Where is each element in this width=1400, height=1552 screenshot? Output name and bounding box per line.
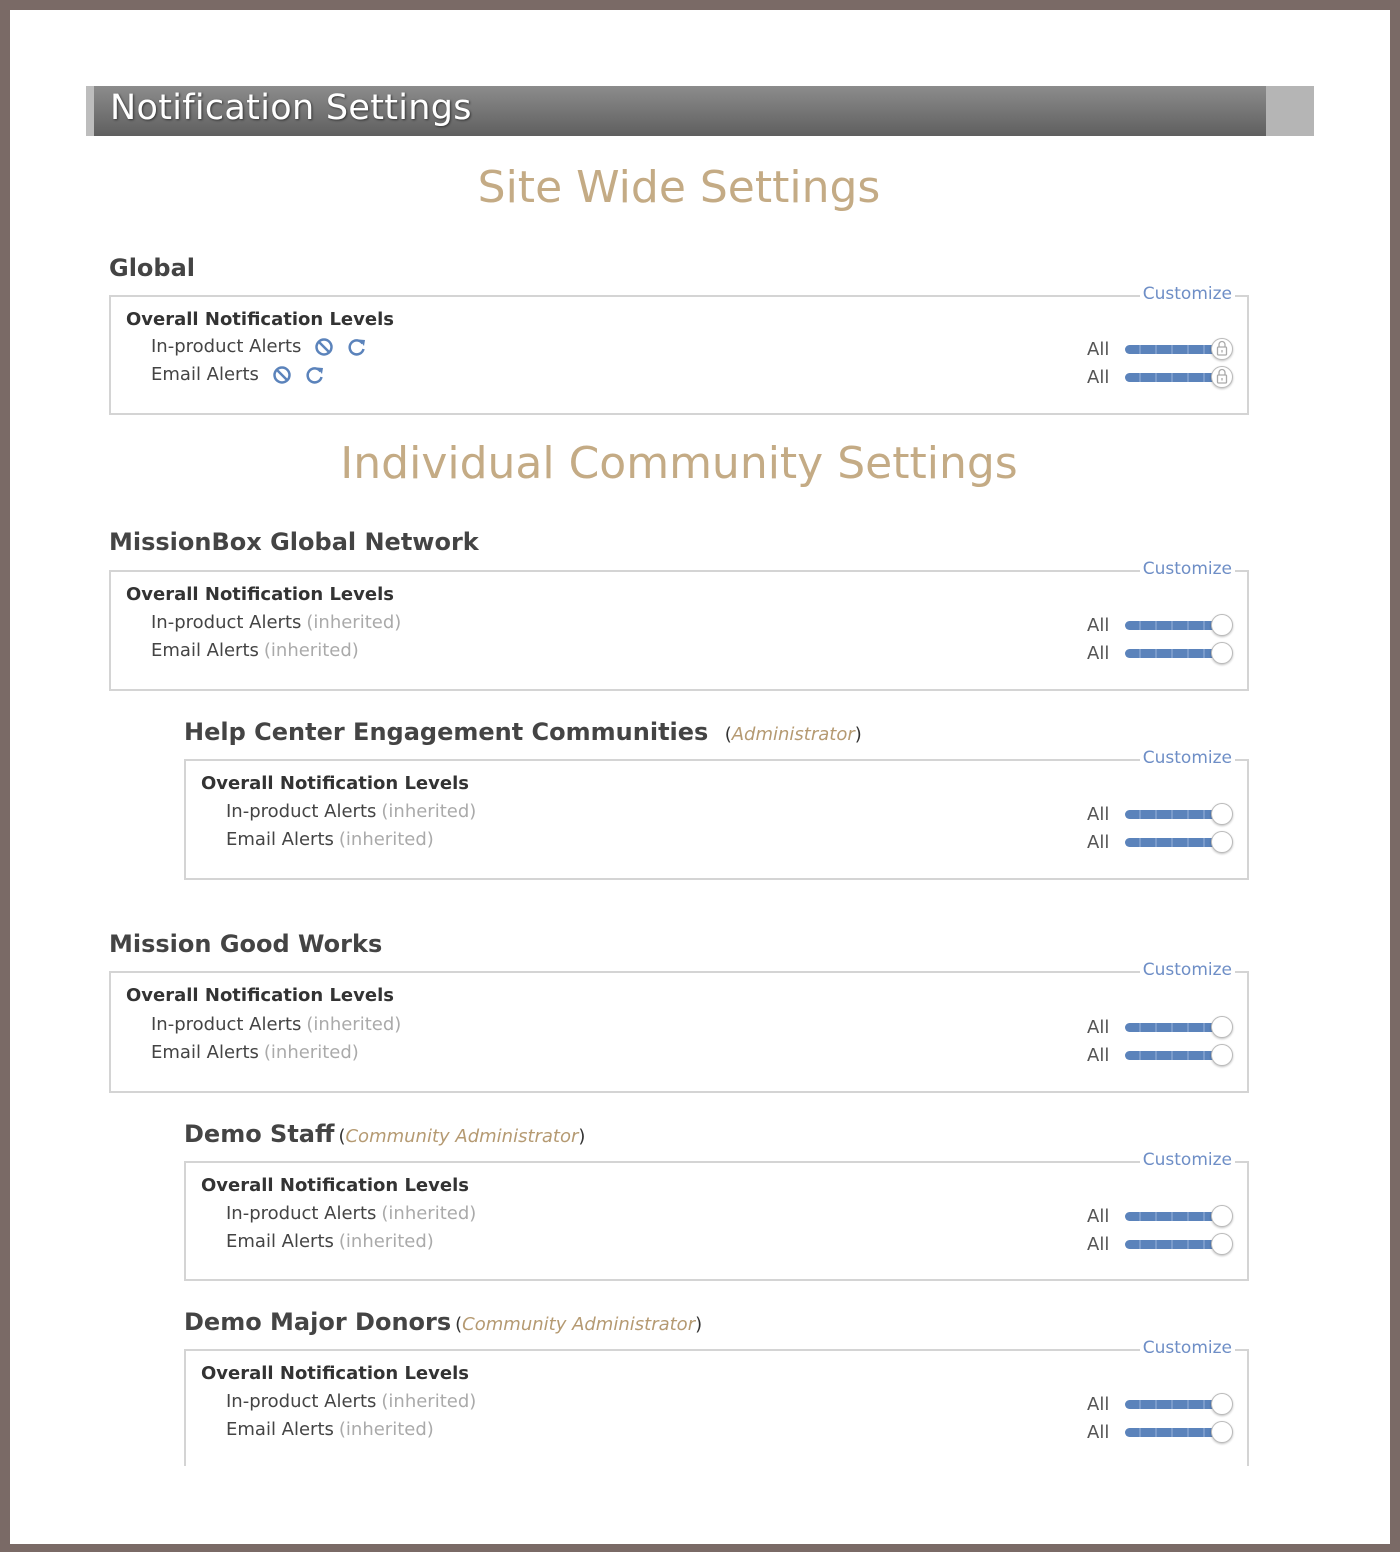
email-level-slider[interactable] — [1123, 831, 1233, 853]
role-tag: (Community Administrator) — [455, 1314, 703, 1335]
email-level — [1087, 831, 1233, 853]
customize-link[interactable]: Customize — [1140, 284, 1235, 304]
mission-good-works-settings-box — [109, 960, 1249, 1093]
site-wide-title: Site Wide Settings — [477, 162, 881, 213]
inherited-tag: (inherited) — [381, 1203, 477, 1224]
slider-track — [1125, 621, 1223, 630]
email-alerts-row — [151, 640, 359, 661]
slider-track — [1125, 649, 1223, 658]
inproduct-alerts-row — [151, 336, 367, 357]
slider-knob[interactable] — [1211, 338, 1233, 360]
slider-track — [1125, 1240, 1223, 1249]
inproduct-alerts-row — [151, 612, 401, 633]
inproduct-level — [1087, 614, 1233, 636]
email-level-slider[interactable] — [1123, 366, 1233, 388]
inherited-tag: (inherited) — [338, 1419, 434, 1440]
inproduct-level — [1087, 338, 1233, 360]
customize-link[interactable]: Customize — [1140, 1150, 1235, 1170]
inherited-tag: (inherited) — [263, 640, 359, 661]
email-alerts-row — [226, 829, 434, 850]
group-heading-text: Demo Major Donors — [184, 1308, 452, 1336]
inproduct-level-slider[interactable] — [1123, 803, 1233, 825]
alert-label: Email Alerts — [151, 640, 259, 661]
role-tag: (Administrator) — [724, 724, 862, 745]
slider-knob[interactable] — [1211, 1233, 1233, 1255]
header-bar — [86, 86, 1314, 136]
header-gutter — [1266, 86, 1314, 136]
demo-staff-settings-box — [184, 1150, 1249, 1281]
inproduct-alerts-row — [151, 1014, 401, 1035]
customize-link[interactable]: Customize — [1140, 1338, 1235, 1358]
level-label: All — [1087, 338, 1110, 360]
email-level-slider[interactable] — [1123, 1044, 1233, 1066]
alert-label: In-product Alerts — [226, 1391, 377, 1412]
slider-knob[interactable] — [1211, 803, 1233, 825]
slider-knob[interactable] — [1211, 366, 1233, 388]
alert-label: In-product Alerts — [151, 612, 302, 633]
customize-link[interactable]: Customize — [1140, 960, 1235, 980]
slider-knob[interactable] — [1211, 614, 1233, 636]
inproduct-level — [1087, 803, 1233, 825]
level-label: All — [1087, 614, 1110, 636]
email-level — [1087, 366, 1233, 388]
slider-knob[interactable] — [1211, 1016, 1233, 1038]
slider-track — [1125, 810, 1223, 819]
level-label: All — [1087, 1044, 1110, 1066]
slider-knob[interactable] — [1211, 1205, 1233, 1227]
email-level — [1087, 1044, 1233, 1066]
slider-track — [1125, 838, 1223, 847]
slider-track — [1125, 1400, 1223, 1409]
email-level — [1087, 642, 1233, 664]
email-level-slider[interactable] — [1123, 1233, 1233, 1255]
level-label: All — [1087, 1205, 1110, 1227]
inproduct-level-slider[interactable] — [1123, 1016, 1233, 1038]
lock-icon — [1216, 368, 1228, 385]
level-label: All — [1087, 1393, 1110, 1415]
group-heading-text: Help Center Engagement Communities — [184, 718, 709, 746]
page-title: Notification Settings — [110, 88, 472, 128]
inherited-tag: (inherited) — [338, 1231, 434, 1252]
box-label: Overall Notification Levels — [201, 773, 469, 794]
group-heading-missionbox: MissionBox Global Network — [109, 528, 479, 556]
group-heading-help-center — [184, 718, 862, 746]
slider-track — [1125, 373, 1223, 382]
customize-link[interactable]: Customize — [1140, 748, 1235, 768]
email-level — [1087, 1233, 1233, 1255]
alert-label: In-product Alerts — [151, 1014, 302, 1035]
alert-label: Email Alerts — [151, 364, 259, 385]
level-label: All — [1087, 1421, 1110, 1443]
block-icon[interactable] — [272, 365, 292, 385]
customize-link[interactable]: Customize — [1140, 559, 1235, 579]
page-frame — [10, 10, 1390, 1544]
inproduct-alerts-row — [226, 1203, 476, 1224]
level-label: All — [1087, 803, 1110, 825]
role-tag: (Community Administrator) — [338, 1126, 586, 1147]
box-label: Overall Notification Levels — [126, 985, 394, 1006]
group-heading-demo-major-donors — [184, 1308, 702, 1336]
individual-settings-title: Individual Community Settings — [340, 438, 1018, 489]
role-name: Community Administrator — [462, 1314, 696, 1335]
alert-label: Email Alerts — [226, 1419, 334, 1440]
reset-icon[interactable] — [305, 365, 325, 385]
group-heading-demo-staff — [184, 1120, 585, 1148]
inherited-tag: (inherited) — [306, 1014, 402, 1035]
role-name: Community Administrator — [345, 1126, 579, 1147]
inherited-tag: (inherited) — [381, 1391, 477, 1412]
missionbox-settings-box — [109, 559, 1249, 691]
level-label: All — [1087, 1016, 1110, 1038]
email-level-slider[interactable] — [1123, 642, 1233, 664]
inherited-tag: (inherited) — [381, 801, 477, 822]
email-level-slider[interactable] — [1123, 1421, 1233, 1443]
reset-icon[interactable] — [347, 337, 367, 357]
inproduct-alerts-row — [226, 1391, 476, 1412]
help-center-settings-box — [184, 748, 1249, 880]
inproduct-level-slider[interactable] — [1123, 1205, 1233, 1227]
inproduct-level-slider[interactable] — [1123, 338, 1233, 360]
alert-label: Email Alerts — [151, 1042, 259, 1063]
group-heading-mission-good-works: Mission Good Works — [109, 930, 383, 958]
slider-knob[interactable] — [1211, 642, 1233, 664]
slider-track — [1125, 1051, 1223, 1060]
inproduct-level-slider[interactable] — [1123, 1393, 1233, 1415]
box-label: Overall Notification Levels — [126, 584, 394, 605]
inherited-tag: (inherited) — [263, 1042, 359, 1063]
slider-track — [1125, 1212, 1223, 1221]
role-name: Administrator — [731, 724, 855, 745]
slider-track — [1125, 1428, 1223, 1437]
group-heading-text: Demo Staff — [184, 1120, 335, 1148]
alert-label: Email Alerts — [226, 1231, 334, 1252]
level-label: All — [1087, 366, 1110, 388]
email-alerts-row — [151, 1042, 359, 1063]
slider-track — [1125, 345, 1223, 354]
inherited-tag: (inherited) — [306, 612, 402, 633]
inproduct-level — [1087, 1016, 1233, 1038]
email-level — [1087, 1421, 1233, 1443]
slider-knob[interactable] — [1211, 1421, 1233, 1443]
slider-track — [1125, 1023, 1223, 1032]
box-label: Overall Notification Levels — [126, 309, 394, 330]
level-label: All — [1087, 642, 1110, 664]
email-alerts-row — [226, 1231, 434, 1252]
inherited-tag: (inherited) — [338, 829, 434, 850]
inproduct-level-slider[interactable] — [1123, 614, 1233, 636]
alert-label: In-product Alerts — [151, 336, 302, 357]
group-heading-global: Global — [109, 254, 196, 282]
level-label: All — [1087, 1233, 1110, 1255]
inproduct-level — [1087, 1205, 1233, 1227]
alert-label: In-product Alerts — [226, 1203, 377, 1224]
lock-icon — [1216, 340, 1228, 357]
alert-label: In-product Alerts — [226, 801, 377, 822]
alert-label: Email Alerts — [226, 829, 334, 850]
slider-knob[interactable] — [1211, 831, 1233, 853]
inproduct-alerts-row — [226, 801, 476, 822]
block-icon[interactable] — [314, 337, 334, 357]
bottom-fade — [10, 1466, 1390, 1544]
box-label: Overall Notification Levels — [201, 1175, 469, 1196]
global-settings-box — [109, 284, 1249, 415]
slider-knob[interactable] — [1211, 1044, 1233, 1066]
level-label: All — [1087, 831, 1110, 853]
inproduct-level — [1087, 1393, 1233, 1415]
box-label: Overall Notification Levels — [201, 1363, 469, 1384]
slider-knob[interactable] — [1211, 1393, 1233, 1415]
email-alerts-row — [151, 364, 325, 385]
email-alerts-row — [226, 1419, 434, 1440]
